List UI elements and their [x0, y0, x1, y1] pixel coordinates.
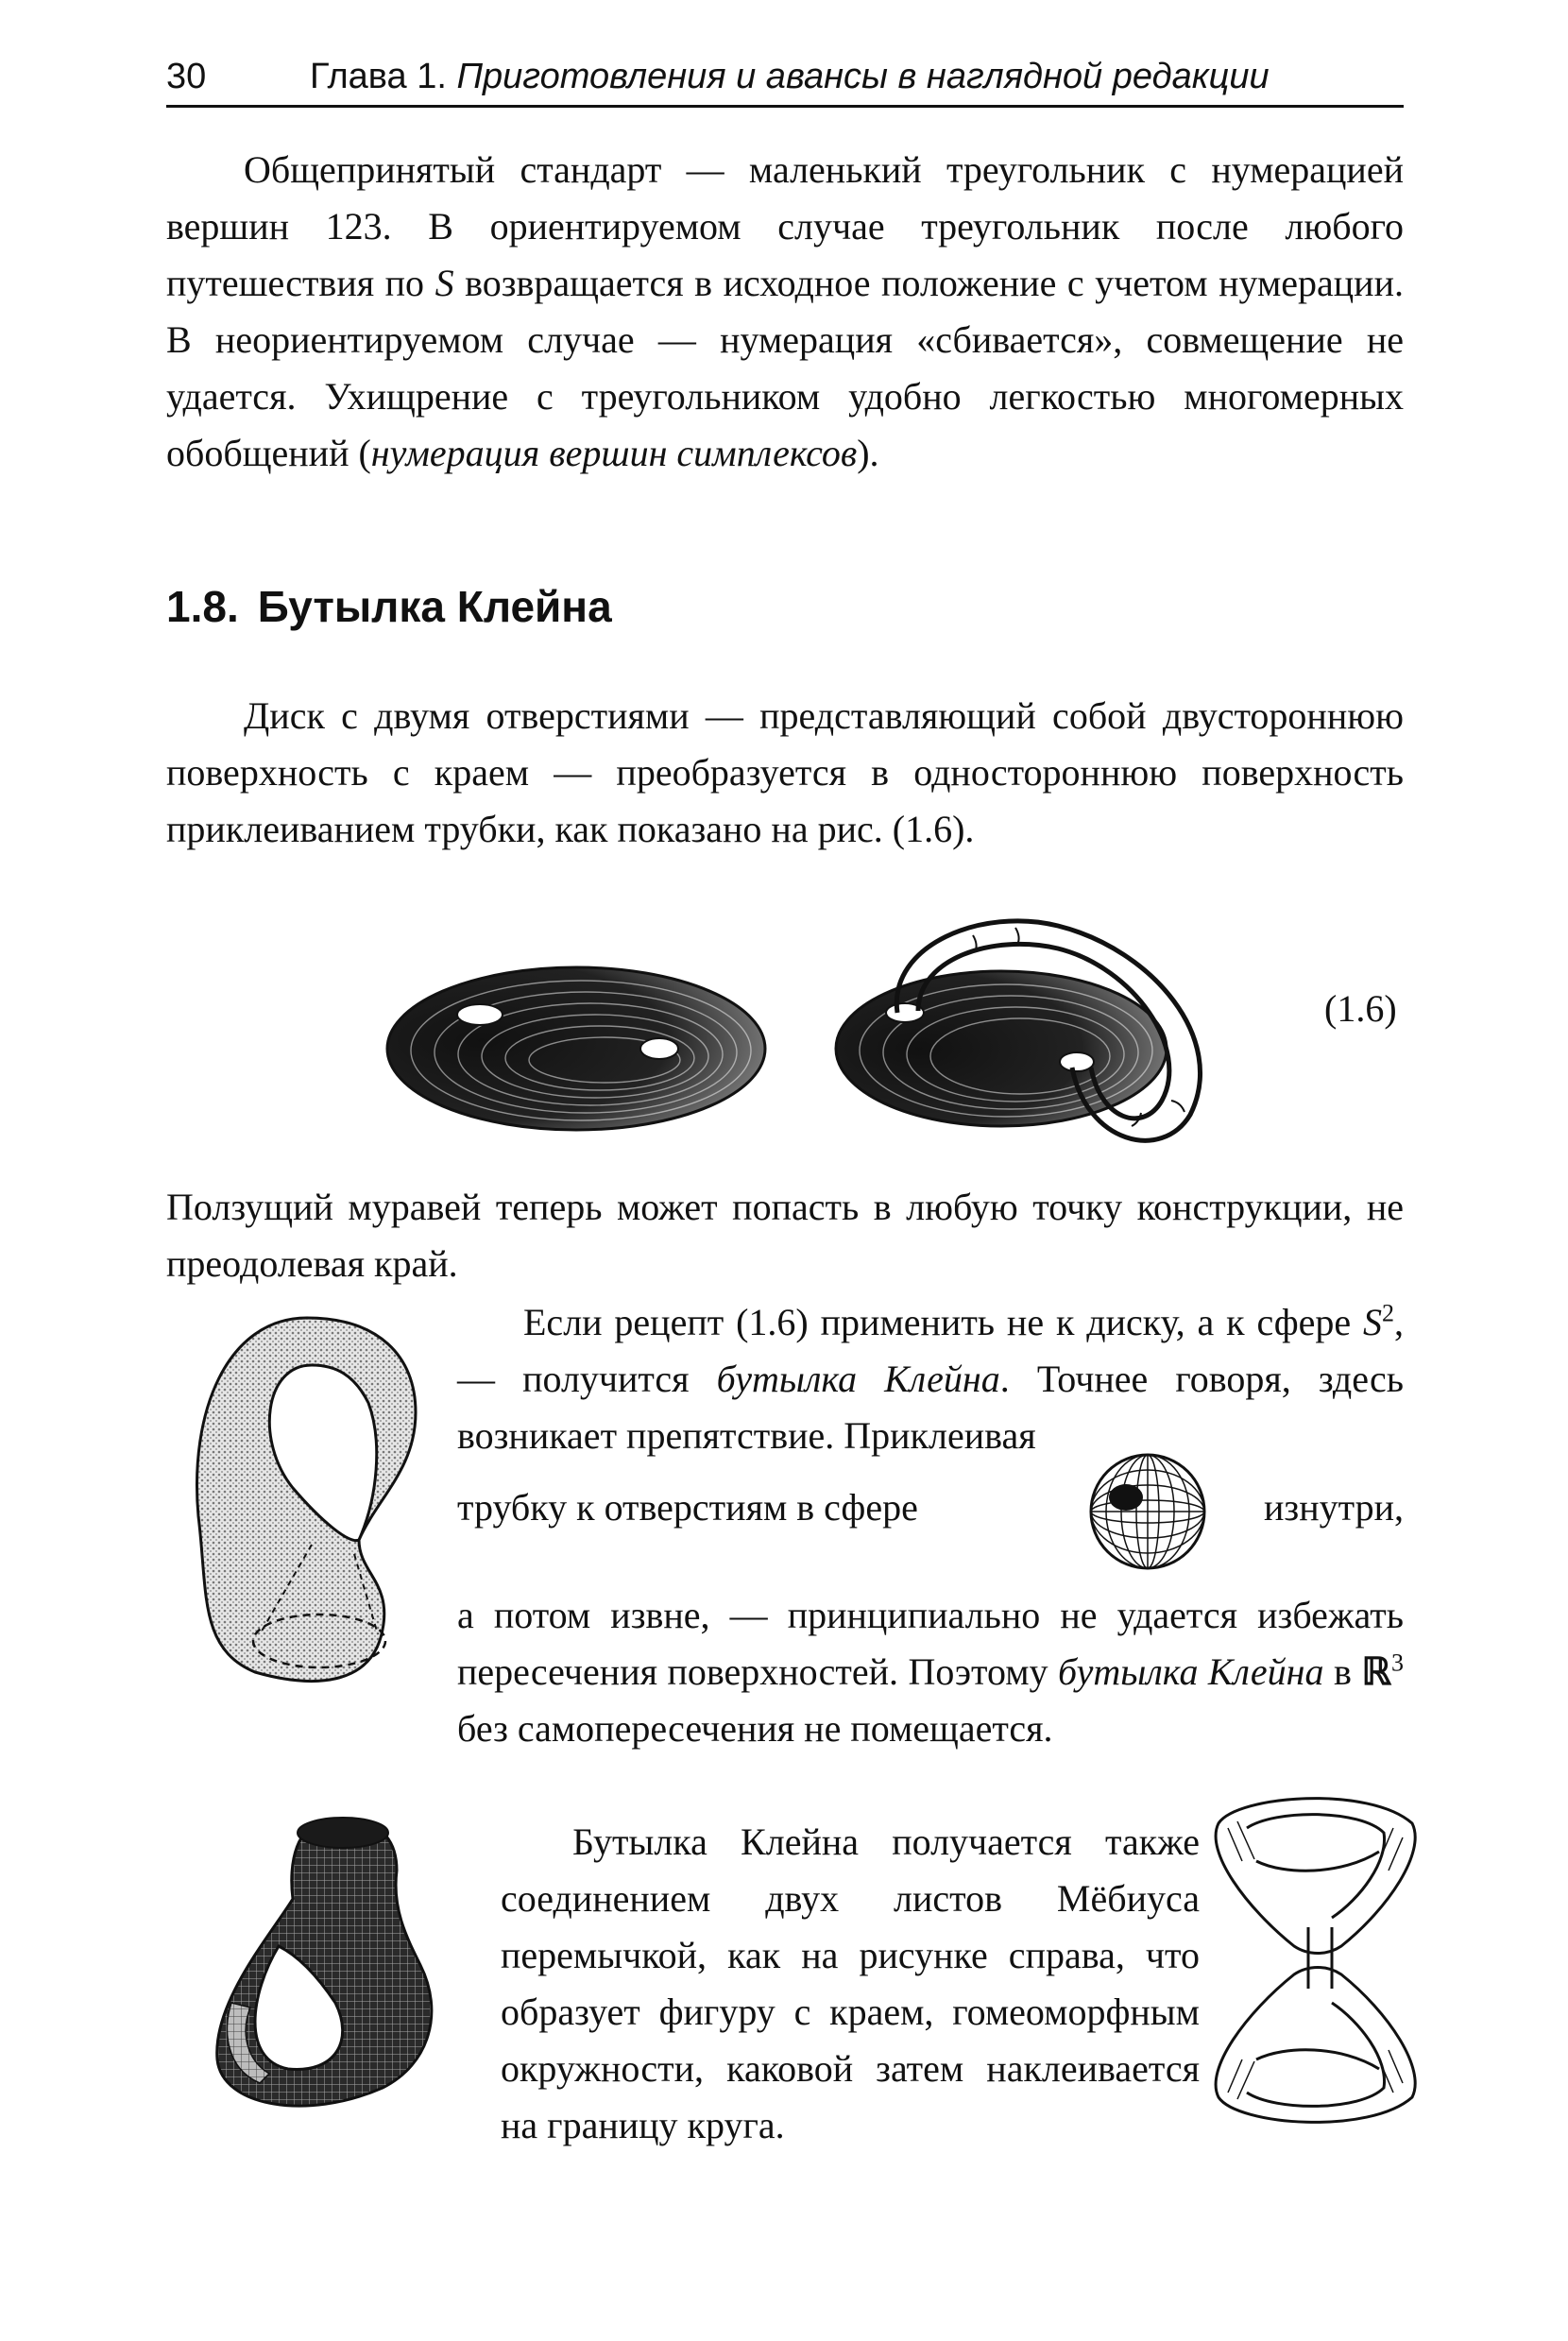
running-header [166, 47, 1404, 106]
section-title: Бутылка Клейна [257, 582, 612, 631]
two-mobius-strips-figure [1200, 1786, 1436, 2135]
paragraph-4: Если рецепт (1.6) применить не к диску, а к сфере $S^2$, — получится бутылка Клейна. Точнее говоря, здесь возникает препятствие. Приклеивая [457, 1299, 1405, 1457]
header-rule [166, 105, 1404, 108]
page-number: 30 [166, 57, 207, 96]
paragraph-4-continued: а потом извне, — принципиально не удается избежать пересечения поверхностей. Поэтому бутылка Клейна в ℝ$^3$ без самопересечения не помещается. [457, 1594, 1405, 1750]
sphere-line-right: изнутри, [1264, 1486, 1404, 1529]
section-heading [166, 578, 612, 635]
paragraph-3: Ползущий муравей теперь может попасть в любую точку конструкции, не преодолевая край. [166, 1186, 1404, 1285]
chapter-title: Глава 1. Приготовления и авансы в наглядной редакции [310, 57, 1270, 96]
klein-bottle-dotted-figure [189, 1308, 435, 1686]
disk-two-holes-figure [378, 945, 775, 1162]
sphere-figure [1077, 1445, 1219, 1578]
paragraph-2: Диск с двумя отверстиями — представляющий собой двустороннюю поверхность с краем — преобразуется в одностороннюю поверхность приклеиванием трубки, как показано на рис. (1.6). [166, 694, 1404, 850]
paragraph-1: Общепринятый стандарт — маленький треугольник с нумерацией вершин 123. В ориентируемом случае треугольник после любого путешествия по S возвращается в исходное положение с учетом нумерации. В неориентируемом случае — нумерация «сбивается», совмещение не удается. Ухищрение с треугольником удобно легкостью многомерных обобщений (нумерация вершин симплексов). [166, 148, 1404, 474]
klein-bottle-mesh-figure [203, 1804, 458, 2126]
disk-with-tube-figure [831, 907, 1247, 1162]
sphere-line-left: трубку к отверстиям в сфере [457, 1486, 918, 1529]
equation-label: (1.6) [1324, 987, 1397, 1030]
paragraph-5: Бутылка Клейна получается также соединением двух листов Мёбиуса перемычкой, как на рисунке справа, что образует фигуру с краем, гомеоморфным окружности, каковой затем наклеивается на границу круга. [501, 1820, 1200, 2146]
section-number: 1.8. [166, 582, 239, 631]
